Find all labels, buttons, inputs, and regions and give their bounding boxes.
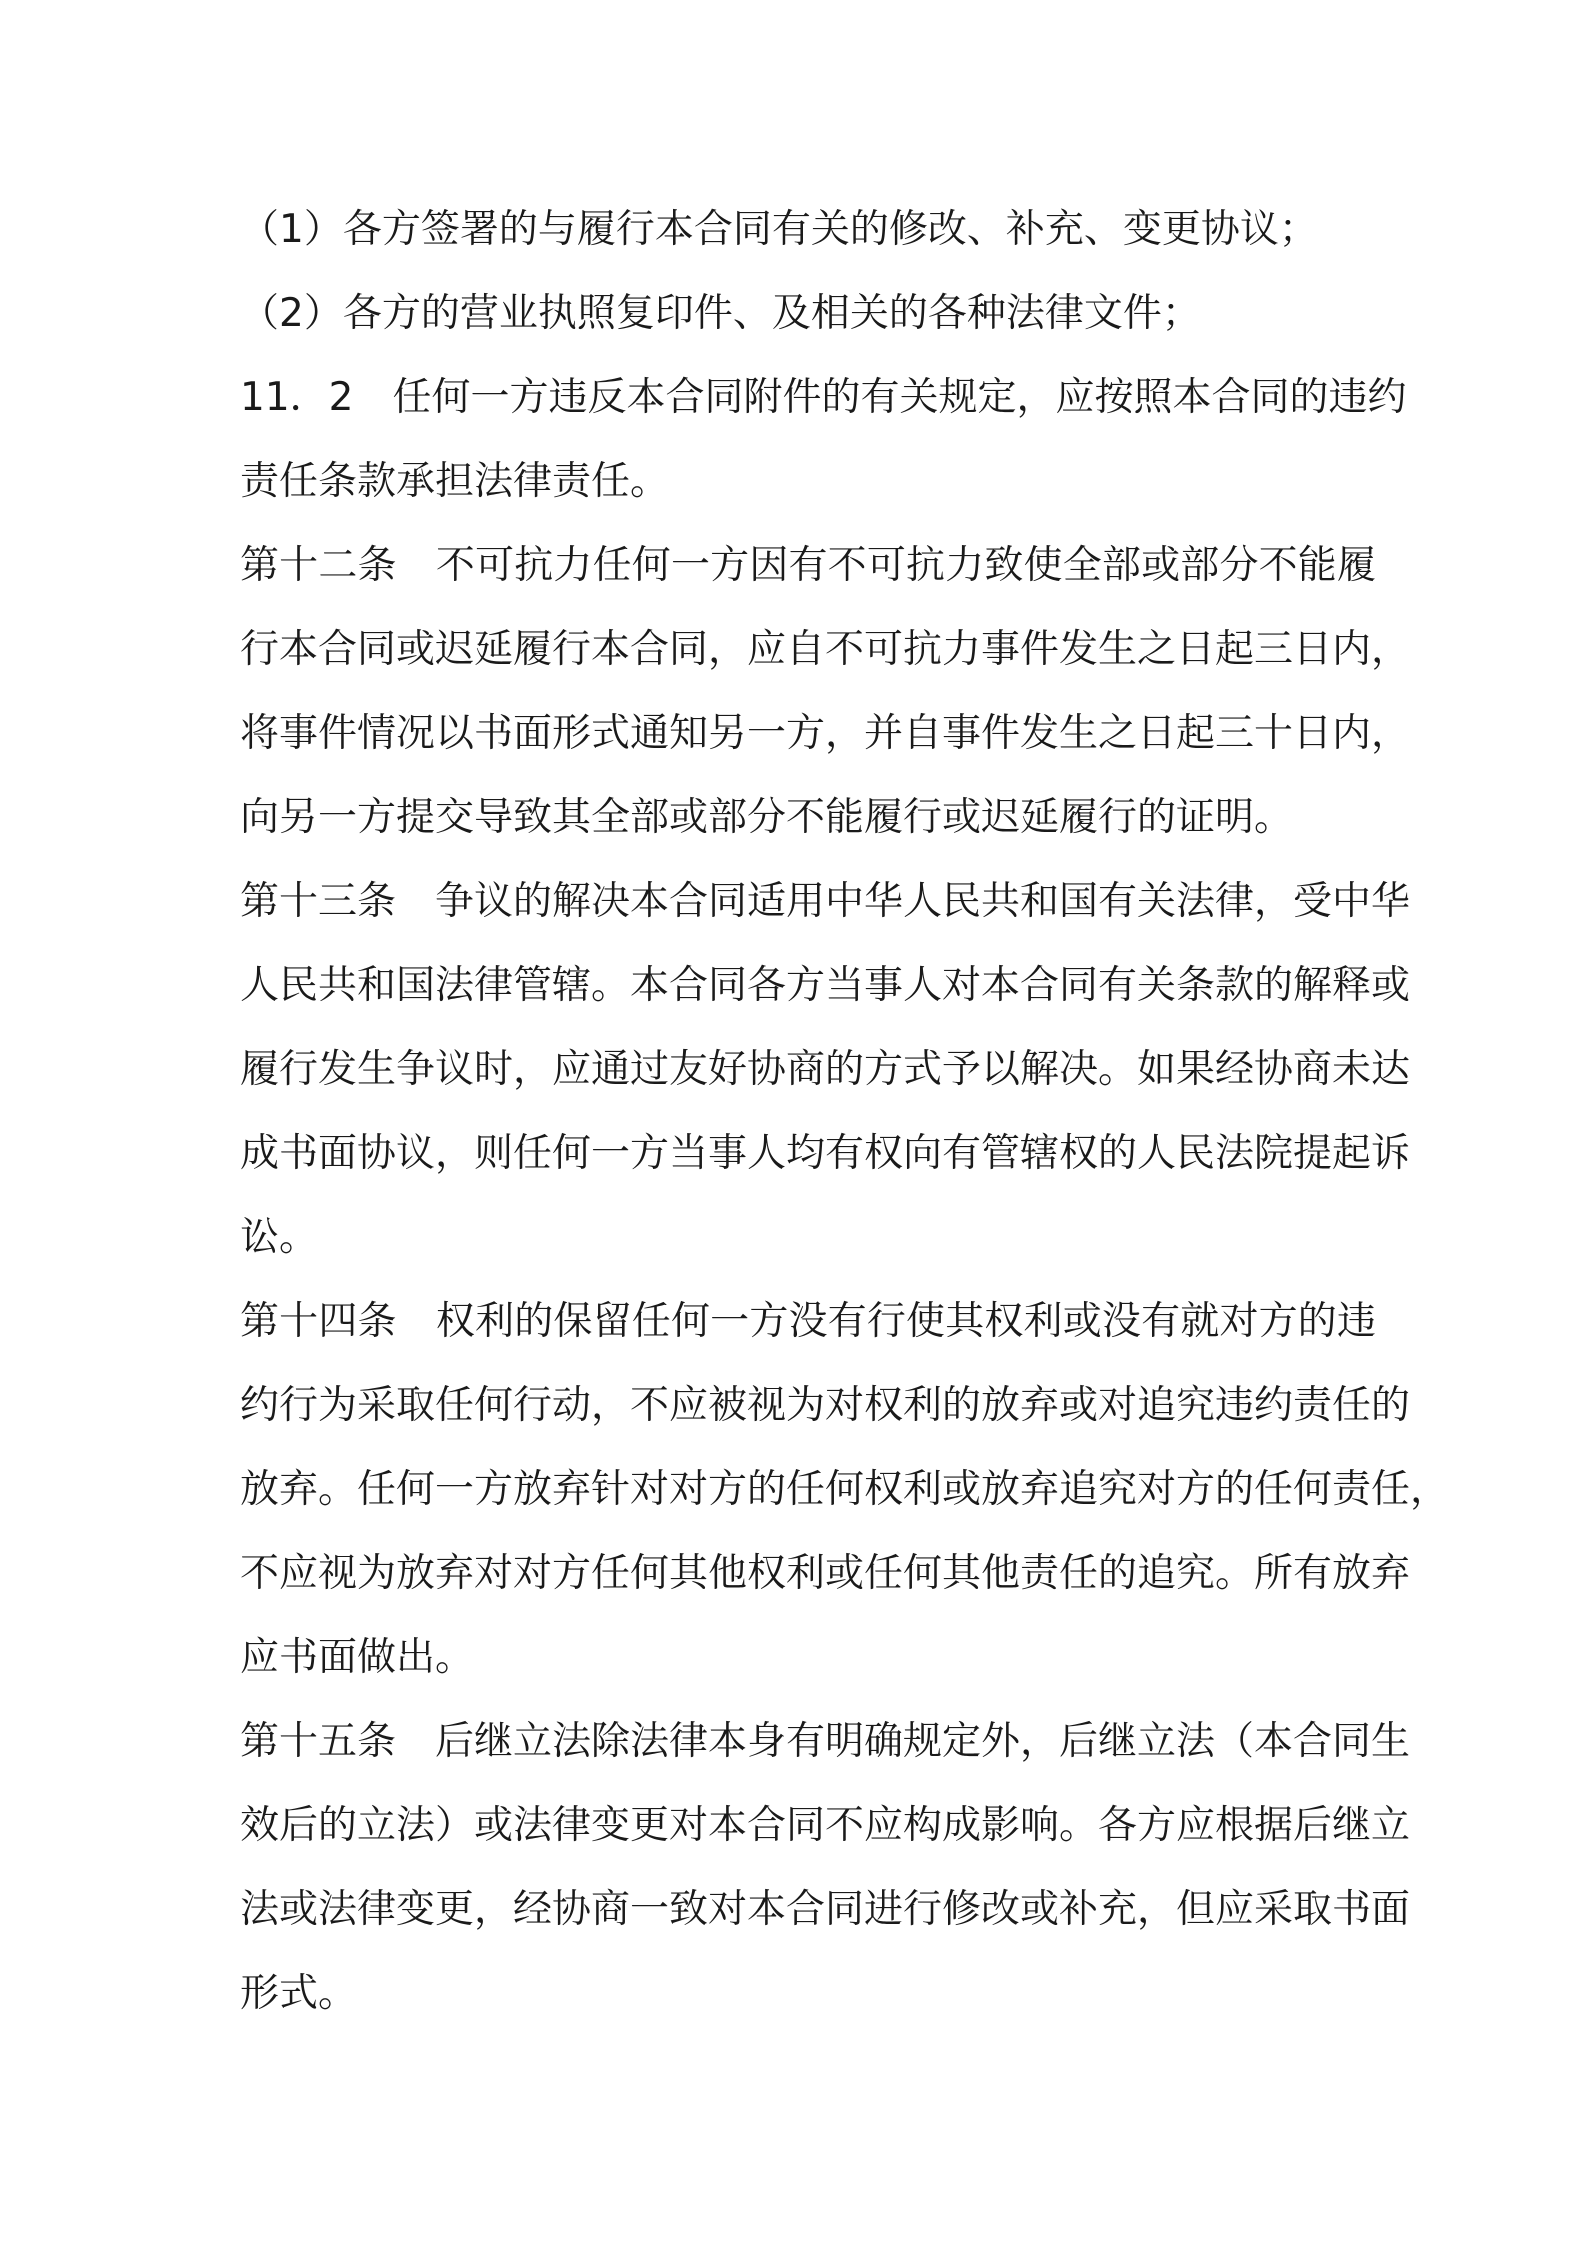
- text-line: 人民共和国法律管辖。本合同各方当事人对本合同有关条款的解释或: [240, 963, 1411, 1008]
- text-line: 行本合同或迟延履行本合同，应自不可抗力事件发生之日起三日内，: [240, 627, 1411, 672]
- text-line: 第十二条 不可抗力任何一方因有不可抗力致使全部或部分不能履: [240, 543, 1376, 588]
- text-line: （1）各方签署的与履行本合同有关的修改、补充、变更协议；: [240, 207, 1318, 252]
- text-line: 第十四条 权利的保留任何一方没有行使其权利或没有就对方的违: [240, 1299, 1376, 1344]
- text-line: 将事件情况以书面形式通知另一方，并自事件发生之日起三十日内，: [240, 711, 1411, 756]
- text-line: 放弃。任何一方放弃针对对方的任何权利或放弃追究对方的任何责任，: [240, 1467, 1450, 1512]
- text-line: 讼。: [240, 1215, 319, 1260]
- text-line: （2）各方的营业执照复印件、及相关的各种法律文件；: [240, 291, 1201, 336]
- text-line: 成书面协议，则任何一方当事人均有权向有管辖权的人民法院提起诉: [240, 1131, 1411, 1176]
- document-body: [240, 198, 1450, 2046]
- text-line: 形式。: [240, 1971, 358, 2016]
- text-line: 不应视为放弃对对方任何其他权利或任何其他责任的追究。所有放弃: [240, 1551, 1411, 1596]
- text-line: 第十五条 后继立法除法律本身有明确规定外，后继立法（本合同生: [240, 1719, 1411, 1764]
- text-line: 向另一方提交导致其全部或部分不能履行或迟延履行的证明。: [240, 795, 1294, 840]
- text-line: 履行发生争议时，应通过友好协商的方式予以解决。如果经协商未达: [240, 1047, 1411, 1092]
- text-line: 约行为采取任何行动，不应被视为对权利的放弃或对追究违约责任的: [240, 1383, 1411, 1428]
- text-line: 效后的立法）或法律变更对本合同不应构成影响。各方应根据后继立: [240, 1803, 1411, 1848]
- text-line: 第十三条 争议的解决本合同适用中华人民共和国有关法律，受中华: [240, 879, 1411, 924]
- text-line: 应书面做出。: [240, 1635, 475, 1680]
- text-line: 责任条款承担法律责任。: [240, 459, 670, 504]
- text-line: 11．2 任何一方违反本合同附件的有关规定，应按照本合同的违约: [240, 375, 1407, 420]
- text-line: 法或法律变更，经协商一致对本合同进行修改或补充，但应采取书面: [240, 1887, 1411, 1932]
